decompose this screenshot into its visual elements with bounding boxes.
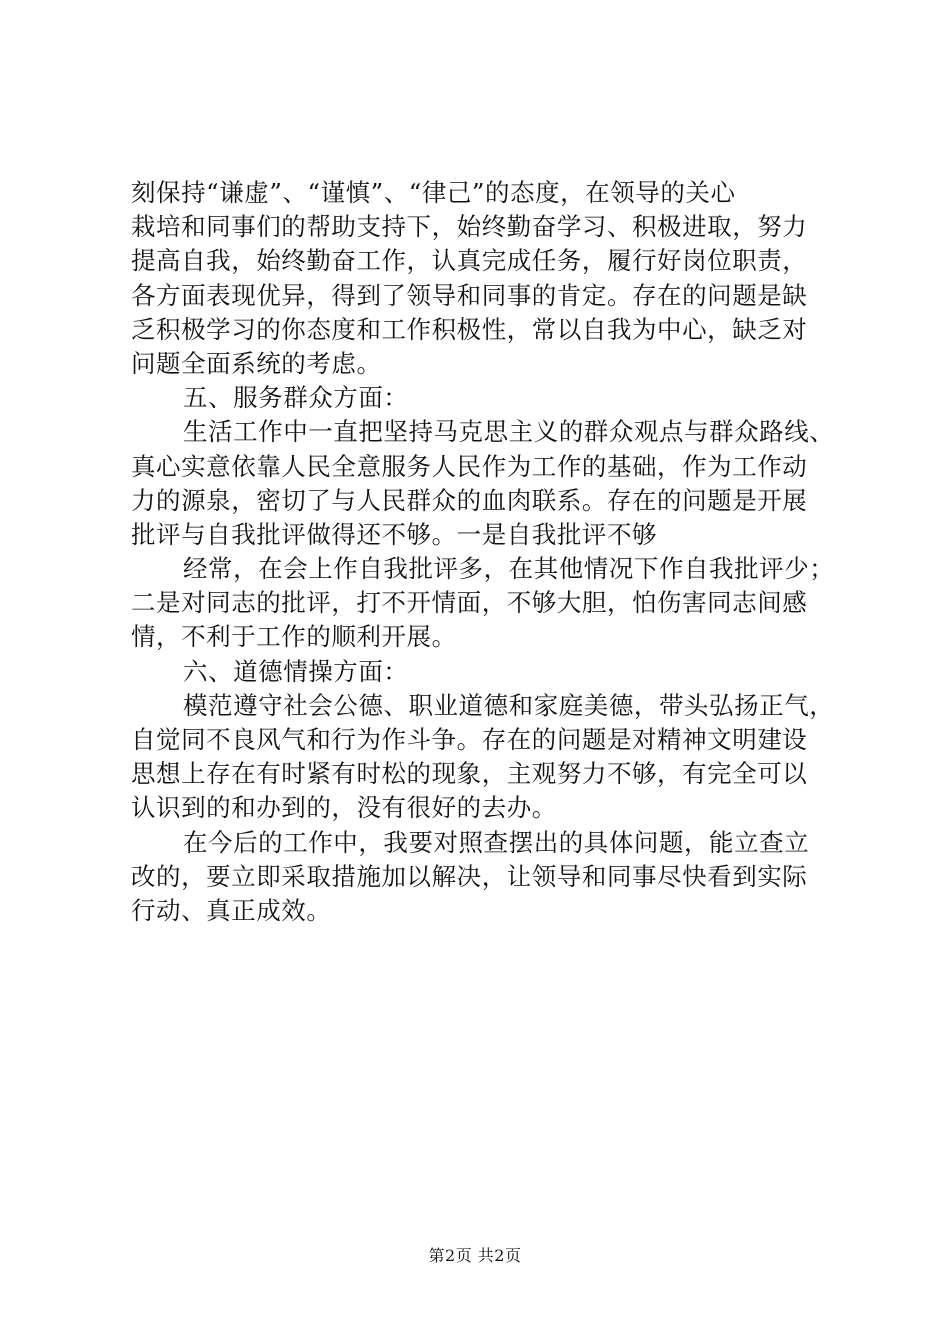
text-line: 改的，要立即采取措施加以解决，让领导和同事尽快看到实际 (131, 861, 808, 891)
text-line: 思想上存在有时紧有时松的现象，主观努力不够，有完全可以 (131, 759, 808, 789)
text-line: 经常，在会上作自我批评多，在其他情况下作自我批评少； (183, 554, 835, 584)
document-body (131, 176, 835, 928)
text-line: 模范遵守社会公德、职业道德和家庭美德，带头弘扬正气， (183, 690, 835, 720)
text-line: 自觉同不良风气和行为作斗争。存在的问题是对精神文明建设 (131, 725, 808, 754)
text-line: 在今后的工作中，我要对照查摆出的具体问题，能立查立 (183, 827, 810, 857)
text-line: 二是对同志的批评，打不开情面，不够大胆，怕伤害同志间感 (131, 588, 808, 618)
text-line: 刻保持“谦虚”、“谨慎”、“律己”的态度，在领导的关心 (131, 178, 736, 207)
text-line: 乏积极学习的你态度和工作积极性，常以自我为中心，缺乏对 (131, 314, 808, 344)
text-line: 真心实意依靠人民全意服务人民作为工作的基础，作为工作动 (131, 451, 808, 481)
text-line: 提高自我，始终勤奋工作，认真完成任务，履行好岗位职责， (131, 246, 808, 276)
text-line: 问题全面系统的考虑。 (131, 348, 382, 378)
page-footer: 第2页 共2页 (428, 1246, 522, 1265)
text-line: 行动、真正成效。 (131, 895, 332, 925)
text-line: 批评与自我批评做得还不够。一是自我批评不够 (131, 519, 658, 549)
text-line: 力的源泉，密切了与人民群众的血肉联系。存在的问题是开展 (131, 485, 808, 515)
text-line: 认识到的和办到的，没有很好的去办。 (131, 793, 557, 823)
text-line: 生活工作中一直把坚持马克思主义的群众观点与群众路线、 (183, 417, 835, 447)
text-line: 各方面表现优异，得到了领导和同事的肯定。存在的问题是缺 (131, 280, 808, 310)
text-line: 六、道德情操方面： (183, 656, 409, 686)
text-line: 情，不利于工作的顺利开展。 (131, 622, 457, 652)
text-line: 五、服务群众方面： (183, 383, 409, 413)
text-line: 栽培和同事们的帮助支持下，始终勤奋学习、积极进取，努力 (131, 212, 808, 242)
